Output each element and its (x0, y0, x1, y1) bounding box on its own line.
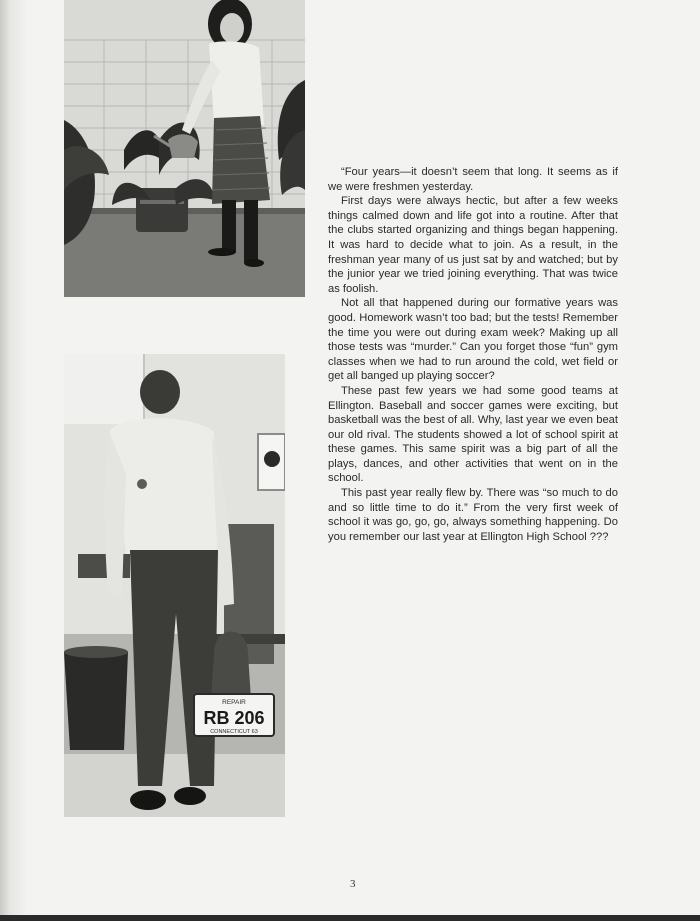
photo-boy-with-license-plate (64, 354, 285, 817)
license-plate-state: CONNECTICUT 63 (210, 729, 258, 735)
article-paragraph-5: This past year really flew by. There was “so much to do and so little time to do it.” From the very first week of school it was go, go, go, always something happening. Do you remember our last year at Ellington High School ??? (328, 487, 618, 543)
license-plate-top-line: REPAIR (222, 699, 246, 706)
article-paragraph-3: Not all that happened during our formative years was good. Homework wasn’t too bad; but the tests! Remember the time you were out during exam week? Making up all those tests was “murder.” Can you forget those “fun” gym classes when we had to run around the cold, wet field or get all banged up playing soccer? (328, 297, 618, 383)
article-paragraph-1: “Four years—it doesn’t seem that long. It seems as if we were freshmen yesterday. (328, 166, 618, 193)
photo-girl-watering-plants (64, 0, 305, 297)
article-paragraph-2: First days were always hectic, but after a few weeks things calmed down and life got into a routine. After that the clubs started organizing and things began happening. It was hard to decide what to join. As a result, in the freshman year many of us just sat by and watched; but by the junior year we tried joining everything. That was twice as foolish. (328, 195, 618, 295)
photo-bottom-illustration (64, 354, 285, 817)
bottom-edge-strip (0, 915, 700, 921)
license-plate-number: RB 206 (203, 708, 265, 728)
binding-margin (0, 0, 26, 921)
article-text (328, 165, 618, 544)
photo-top-illustration (64, 0, 305, 297)
article-paragraph-4: These past few years we had some good teams at Ellington. Baseball and soccer games were exciting, but basketball was the best of all. Why, last year we even beat our old rival. The students showed a lot of school spirit at these games. This same spirit was a big part of all the plays, dances, and other activities that went on in the school. (328, 384, 618, 485)
page-number: 3 (350, 878, 356, 890)
